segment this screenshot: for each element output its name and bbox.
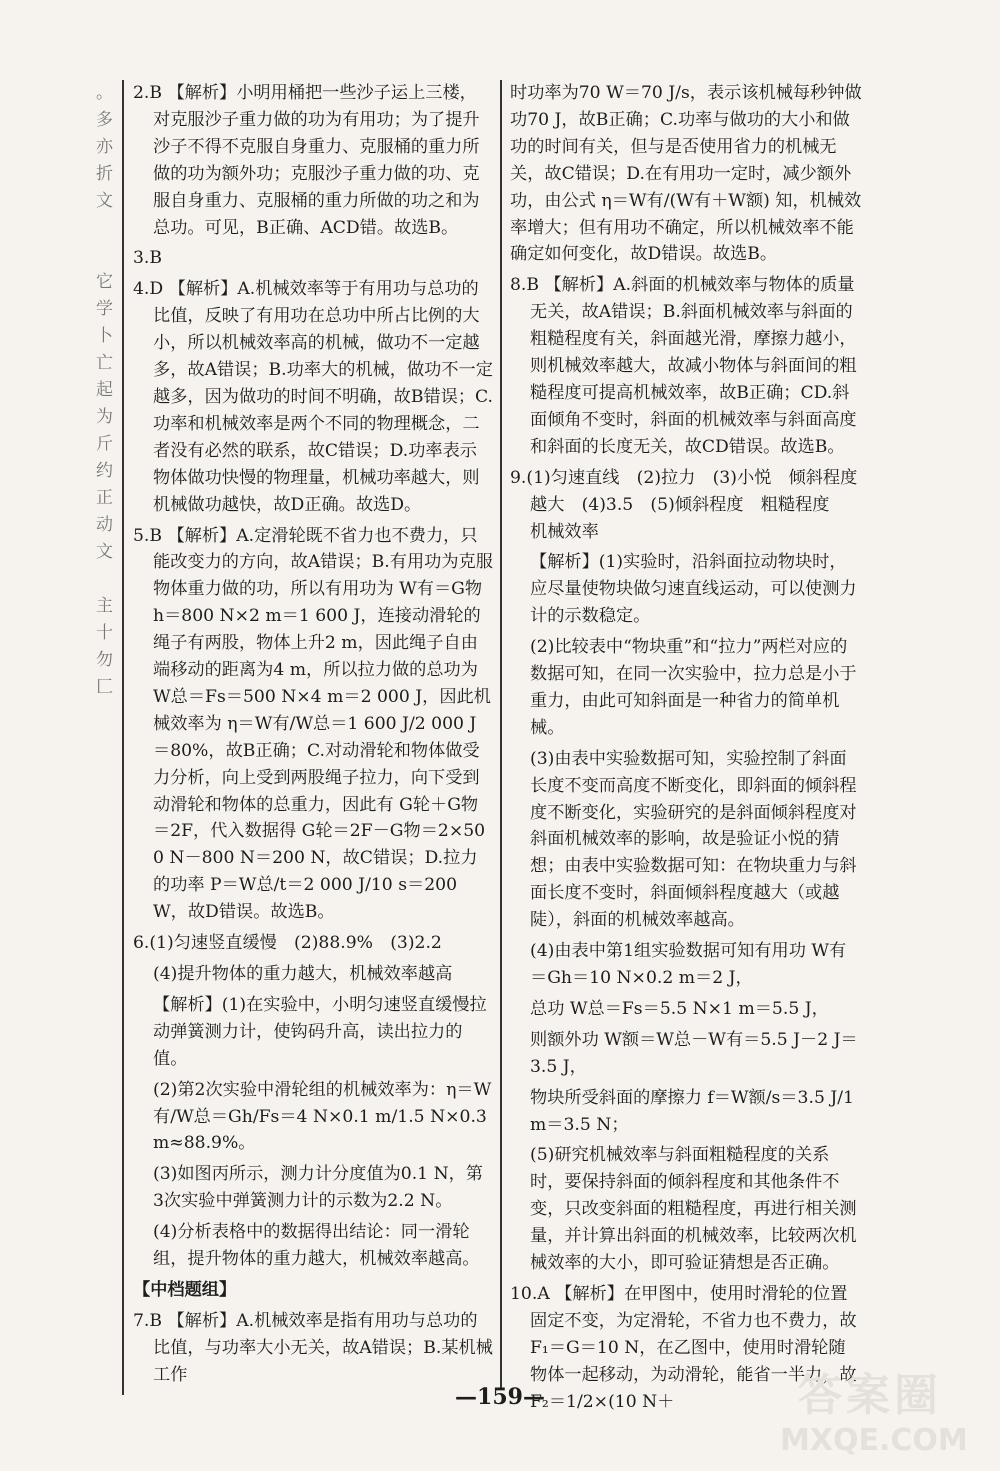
answer-9-friction: 物块所受斜面的摩擦力 f＝W额/s＝3.5 J/1 m＝3.5 N；	[530, 1087, 854, 1135]
answer-8: 8.B 【解析】A.斜面的机械效率与物体的质量无关，故A错误；B.斜面机械效率与斜面的粗糙程度有关，斜面越光滑，摩擦力越小，则机械效率越大，故减小物体与斜面间的粗糙程度可提高机械效率，故B正确；CD.斜面倾角不变时，斜面的机械效率与斜面高度和斜面的长度无关，故CD错误。故选B。	[510, 275, 857, 457]
right-column	[510, 80, 862, 1420]
answer-9-analysis-4: (4)由表中第1组实验数据可知有用功 W有＝Gh＝10 N×0.2 m＝2 J，	[530, 941, 847, 988]
answer-9-analysis-3: (3)由表中实验数据可知，实验控制了斜面长度不变而高度不断变化，即斜面的倾斜程度不断变化，实验研究的是斜面倾斜程度对斜面机械效率的影响，故是验证小悦的猜想；由表中实验数据可知：在物块重力与斜面长度不变时，斜面倾斜程度越大（或越陡），斜面的机械效率越高。	[530, 748, 857, 931]
column-divider	[500, 80, 502, 1390]
answer-6-analysis-3: (3)如图丙所示，测力计分度值为0.1 N，第3次实验中弹簧测力计的示数为2.2 N。	[153, 1164, 483, 1212]
answer-7-continued: 时功率为70 W＝70 J/s，表示该机械每秒钟做功70 J，故B正确；C.功率与做功的大小和做功的时间有关，但与是否使用省力的机械无关，故C错误；D.在有用功一定时，减少额外功，由公式 η＝W有/(W有＋W额) 知，机械效率增大；但有用功不确定，所以机械效率不能确定如何变化，故D错误。故选B。	[510, 83, 862, 265]
watermark-top: 答案圈	[798, 1370, 942, 1421]
watermark-bottom: MXQE.COM	[780, 1423, 968, 1458]
answer-6-analysis-2: (2)第2次实验中滑轮组的机械效率为：η＝W有/W总＝Gh/Fs＝4 N×0.1 m/1.5 N×0.3 m≈88.9%。	[153, 1079, 492, 1154]
answer-6-analysis-4: (4)分析表格中的数据得出结论：同一滑轮组，提升物体的重力越大，机械效率越高。	[153, 1222, 480, 1270]
answer-6: 6.(1)匀速竖直缓慢 (2)88.9% (3)2.2	[133, 933, 442, 954]
answer-3: 3.B	[133, 248, 163, 269]
answer-10: 10.A 【解析】在甲图中，使用时滑轮的位置固定不变，为定滑轮，不省力也不费力，故 F₁＝G＝10 N，在乙图中，使用时滑轮随物体一起移动，为动滑轮，能省一半力，故 F₂＝1/2×(10 N＋	[510, 1283, 857, 1412]
answer-9: 9.(1)匀速直线 (2)拉力 (3)小悦 倾斜程度越大 (4)3.5 (5)倾斜程度 粗糙程度 机械效率	[510, 467, 858, 542]
answer-7: 7.B 【解析】A.机械效率是指有用功与总功的比值，与功率大小无关，故A错误；B.某机械工作	[133, 1310, 493, 1385]
answer-9-analysis-2: (2)比较表中“物块重”和“拉力”两栏对应的数据可知，在同一次实验中，拉力总是小于重力，由此可知斜面是一种省力的简单机械。	[530, 637, 857, 738]
answer-4: 4.D 【解析】A.机械效率等于有用功与总功的比值，反映了有用功在总功中所占比例的大小，所以机械效率高的机械，做功不一定越多，故A错误；B.功率大的机械，做功不一定越多，因为做功的时间不明确，故B错误；C.功率和机械效率是两个不同的物理概念，二者没有必然的联系，故C错误；D.功率表示物体做功快慢的物理量，机械功率越大，则机械做功越快，故D正确。故选D。	[133, 279, 494, 515]
page-number: —159—	[455, 1384, 545, 1410]
section-heading: 【中档题组】	[133, 1279, 237, 1300]
answer-2: 2.B 【解析】小明用桶把一些沙子运上三楼，对克服沙子重力做的功为有用功；为了提升沙子不得不克服自身重力、克服桶的重力所做的功为额外功；克服沙子重力做的功、克服自身重力、克服桶的重力所做的功之和为总功。可见，B正确、ACD错。故选B。	[133, 83, 480, 238]
answer-6-analysis-1: 【解析】(1)在实验中，小明匀速竖直缓慢拉动弹簧测力计，使钩码升高，读出拉力的值。	[153, 994, 487, 1069]
answer-6-part-4: (4)提升物体的重力越大，机械效率越高	[153, 964, 453, 984]
answer-9-extra-work: 则额外功 W额＝W总－W有＝5.5 J－2 J＝3.5 J，	[530, 1029, 858, 1077]
answer-9-analysis-1: 【解析】(1)实验时，沿斜面拉动物块时，应尽量使物块做匀速直线运动，可以使测力计的示数稳定。	[530, 552, 857, 627]
left-column	[133, 80, 493, 1393]
answer-5: 5.B 【解析】A.定滑轮既不省力也不费力，只能改变力的方向，故A错误；B.有用功为克服物体重力做的功，所以有用功为 W有＝G物 h＝800 N×2 m＝1 600 J，连接动滑轮的绳子有两股，物体上升2 m，因此绳子自由端移动的距离为4 m，所以拉力做的总功为 W总＝Fs＝500 N×4 m＝2 000 J，因此机械效率为 η＝W有/W总＝1 600 J/2 000 J＝80%，故B正确；C.对动滑轮和物体做受力分析，向上受到两股绳子拉力，向下受到动滑轮和物体的总重力，因此有 G轮＋G物＝2F，代入数据得 G轮＝2F－G物＝2×500 N－800 N＝200 N，故C错误；D.拉力的功率 P＝W总/t＝2 000 J/10 s＝200 W，故D错误。故选B。	[133, 525, 493, 923]
answer-9-total-work: 总功 W总＝Fs＝5.5 N×1 m＝5.5 J，	[530, 998, 829, 1019]
answer-9-analysis-5: (5)研究机械效率与斜面粗糙程度的关系时，要保持斜面的倾斜程度和其他条件不变，只改变斜面的粗糙程度，再进行相关测量，并计算出斜面的机械效率，比较两次机械效率的大小，即可验证猜想是否正确。	[530, 1145, 857, 1274]
watermark-logo	[780, 1359, 968, 1458]
margin-text: 。 多 亦 折 文 它 学 卜 亡 起 为 斤 约 正 动 文 主 十 勿 匚	[96, 83, 113, 697]
